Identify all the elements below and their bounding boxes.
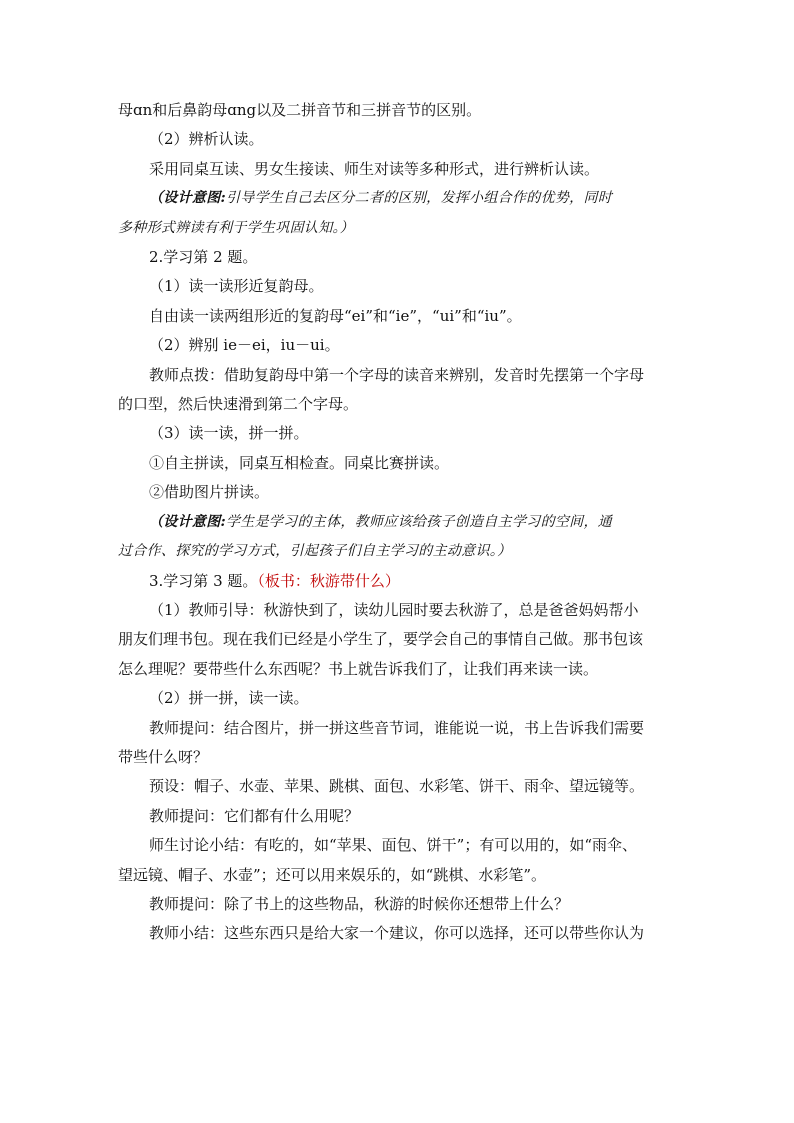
text-line: 望远镜、帽子、水壶”；还可以用来娱乐的，如“跳棋、水彩笔”。 xyxy=(118,865,547,884)
text-line: 预设：帽子、水壶、苹果、跳棋、面包、水彩笔、饼干、雨伞、望远镜等。 xyxy=(149,777,645,796)
design-intent-note xyxy=(118,508,678,537)
text-line: 教师提问：除了书上的这些物品，秋游的时候你还想带上什么？ xyxy=(149,894,570,913)
text-line: 教师小结：这些东西只是给大家一个建议，你可以选择，还可以带些你认为 xyxy=(149,924,645,943)
text-line: 母ɑn和后鼻韵母ɑng以及二拼音节和三拼音节的区别。 xyxy=(118,101,482,119)
text-line: （3）读一读，拼一拼。 xyxy=(149,424,309,443)
text-line: （2）拼一拼，读一读。 xyxy=(149,689,309,708)
design-intent-label: （设计意图: xyxy=(149,190,226,207)
design-intent-note xyxy=(118,184,678,213)
text-line: 采用同桌互读、男女生接读、师生对读等多种形式，进行辨析认读。 xyxy=(149,159,600,178)
text-line: ①自主拼读，同桌互相检查。同桌比赛拼读。 xyxy=(149,453,450,472)
text-line: 教师提问：它们都有什么用呢？ xyxy=(149,806,360,825)
document-body xyxy=(118,96,678,949)
design-intent-note-continued: 过合作、探究的学习方式，引起孩子们自主学习的主动意识。） xyxy=(118,543,512,560)
text-line: （2）辨别 ie－ei，iu－ui。 xyxy=(149,336,340,355)
section-heading-text: 3.学习第 3 题。 xyxy=(149,571,258,590)
design-intent-text: 学生是学习的主体，教师应该给孩子创造自主学习的空间，通 xyxy=(225,513,613,530)
design-intent-text: 引导学生自己去区分二者的区别，发挥小组合作的优势，同时 xyxy=(225,190,613,207)
text-line: 师生讨论小结：有吃的，如“苹果、面包、饼干”；有可以用的，如“雨伞、 xyxy=(149,836,638,855)
text-line: （1）读一读形近复韵母。 xyxy=(149,277,324,296)
board-writing-note: （板书：秋游带什么） xyxy=(257,571,400,590)
section-heading: 2.学习第 2 题。 xyxy=(149,248,258,267)
text-line: 的口型，然后快速滑到第二个字母。 xyxy=(118,395,359,414)
section-heading xyxy=(118,567,678,596)
text-line: 自由读一读两组形近的复韵母“ei”和“ie”，“ui”和“iu”。 xyxy=(149,306,522,325)
text-line: 教师提问：结合图片，拼一拼这些音节词，谁能说一说，书上告诉我们需要 xyxy=(149,718,645,737)
text-line: 带些什么呀？ xyxy=(118,747,209,766)
text-line: ②借助图片拼读。 xyxy=(149,483,270,502)
design-intent-label: （设计意图: xyxy=(149,513,226,530)
design-intent-note-continued: 多种形式辨读有利于学生巩固认知。） xyxy=(118,219,355,236)
text-line: 朋友们理书包。现在我们已经是小学生了，要学会自己的事情自己做。那书包该 xyxy=(118,630,644,649)
text-line: （1）教师引导：秋游快到了，读幼儿园时要去秋游了，总是爸爸妈妈帮小 xyxy=(149,600,639,619)
text-line: 教师点拨：借助复韵母中第一个字母的读音来辨别，发音时先摆第一个字母 xyxy=(149,365,645,384)
text-line: （2）辨析认读。 xyxy=(149,130,264,149)
text-line: 怎么理呢？要带些什么东西呢？书上就告诉我们了，让我们再来读一读。 xyxy=(118,659,599,678)
